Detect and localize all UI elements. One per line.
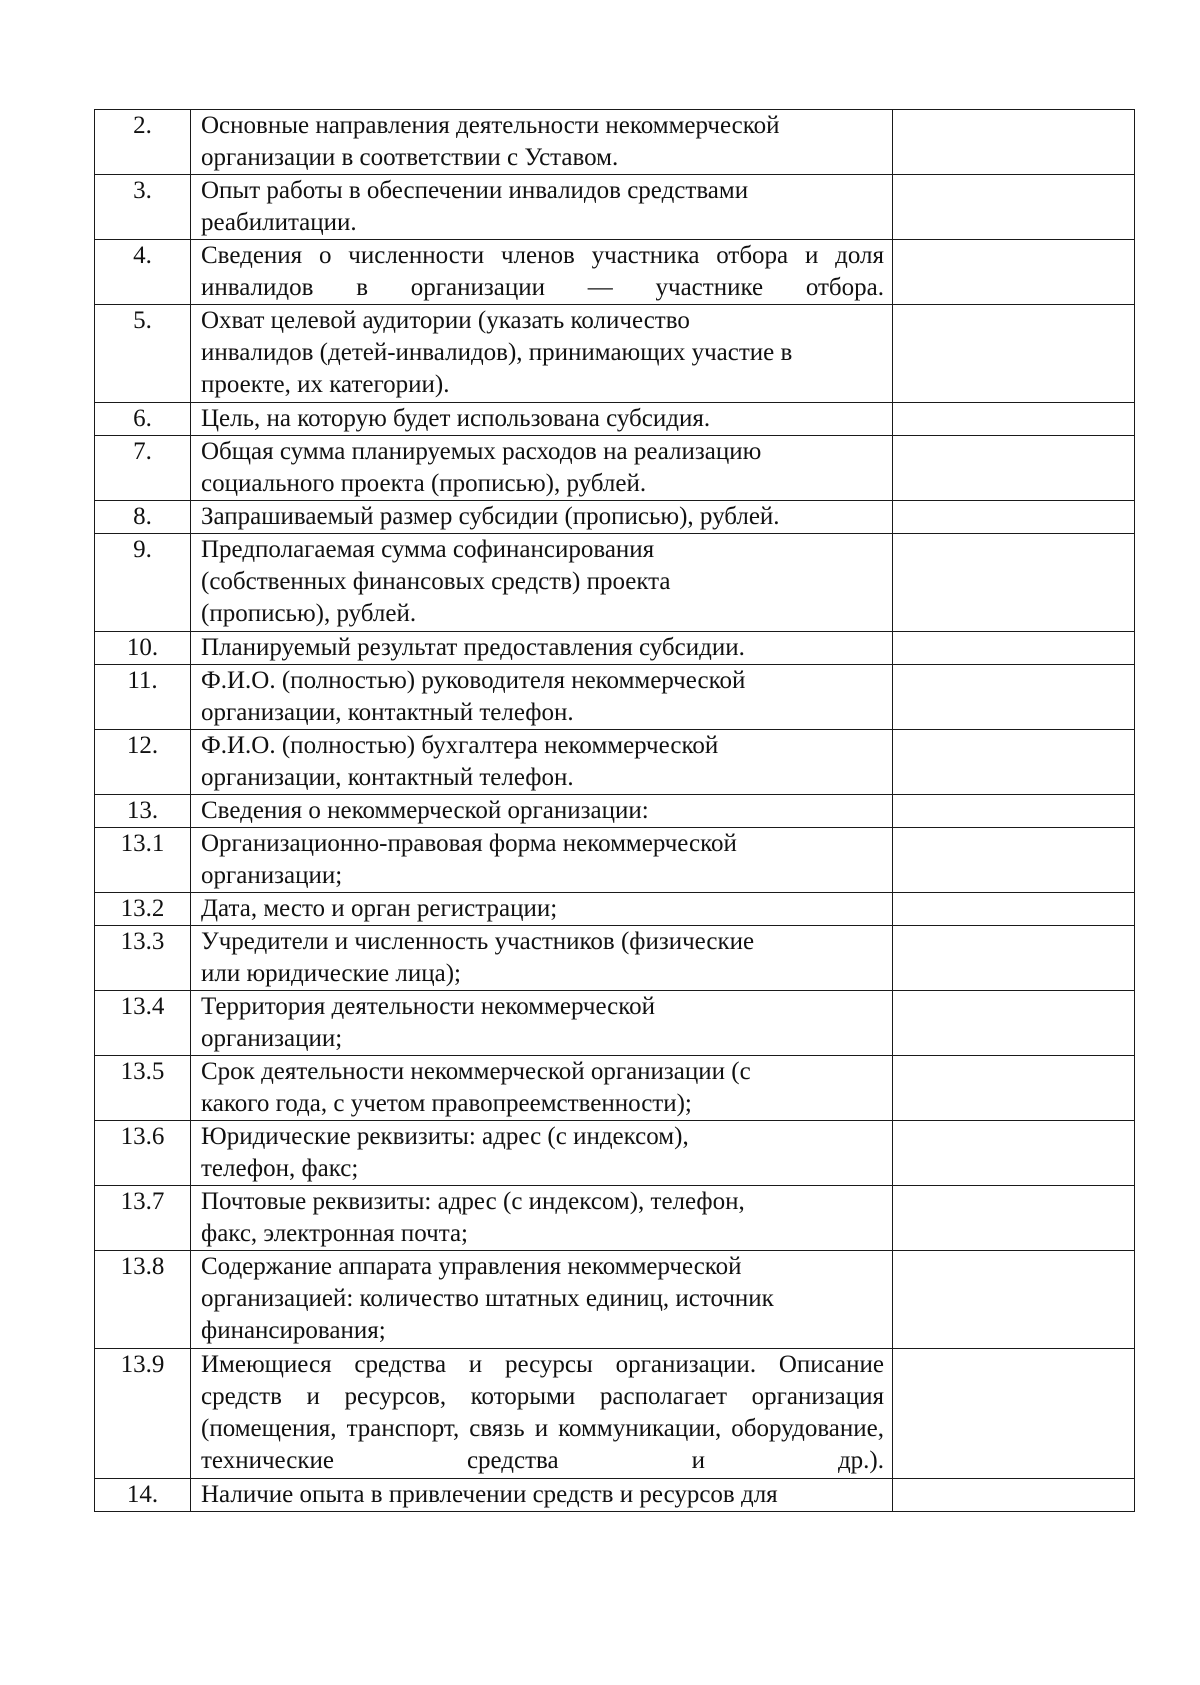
table-row xyxy=(95,436,1135,501)
table-row xyxy=(95,534,1135,632)
table-row xyxy=(95,795,1135,828)
row-number: 13.4 xyxy=(95,991,191,1056)
table-row xyxy=(95,1251,1135,1349)
row-number: 13.1 xyxy=(95,828,191,893)
row-number: 13.2 xyxy=(95,893,191,926)
table-row xyxy=(95,1349,1135,1479)
row-value-cell[interactable] xyxy=(893,1479,1135,1512)
table-row xyxy=(95,1186,1135,1251)
row-value-cell[interactable] xyxy=(893,632,1135,665)
row-value-cell[interactable] xyxy=(893,795,1135,828)
row-value-cell[interactable] xyxy=(893,991,1135,1056)
row-description: Сведения о численности членов участника отбора и доля инвалидов в организации — участнике отбора. xyxy=(191,240,893,305)
row-value-cell[interactable] xyxy=(893,501,1135,534)
row-description: Ф.И.О. (полностью) руководителя некоммерческой организации, контактный телефон. xyxy=(191,665,893,730)
row-description: Охват целевой аудитории (указать количество инвалидов (детей-инвалидов), принимающих участие в проекте, их категории). xyxy=(191,305,893,403)
row-number: 13.7 xyxy=(95,1186,191,1251)
row-value-cell[interactable] xyxy=(893,240,1135,305)
table-row xyxy=(95,893,1135,926)
row-description: Предполагаемая сумма софинансирования (собственных финансовых средств) проекта (прописью), рублей. xyxy=(191,534,893,632)
row-number: 13. xyxy=(95,795,191,828)
row-number: 13.5 xyxy=(95,1056,191,1121)
row-value-cell[interactable] xyxy=(893,665,1135,730)
row-description: Запрашиваемый размер субсидии (прописью), рублей. xyxy=(191,501,893,534)
row-description: Цель, на которую будет использована субсидия. xyxy=(191,403,893,436)
row-description: Общая сумма планируемых расходов на реализацию социального проекта (прописью), рублей. xyxy=(191,436,893,501)
row-description: Организационно-правовая форма некоммерческой организации; xyxy=(191,828,893,893)
table-row xyxy=(95,305,1135,403)
row-value-cell[interactable] xyxy=(893,436,1135,501)
row-description: Опыт работы в обеспечении инвалидов средствами реабилитации. xyxy=(191,175,893,240)
table-row xyxy=(95,665,1135,730)
row-number: 14. xyxy=(95,1479,191,1512)
row-number: 10. xyxy=(95,632,191,665)
table-row xyxy=(95,926,1135,991)
table-row xyxy=(95,240,1135,305)
row-number: 7. xyxy=(95,436,191,501)
table-row xyxy=(95,403,1135,436)
table-row xyxy=(95,632,1135,665)
row-description: Дата, место и орган регистрации; xyxy=(191,893,893,926)
row-number: 13.9 xyxy=(95,1349,191,1479)
table-row xyxy=(95,1121,1135,1186)
row-description: Основные направления деятельности некоммерческой организации в соответствии с Уставом. xyxy=(191,110,893,175)
application-form-table xyxy=(94,109,1135,1512)
table-row xyxy=(95,1056,1135,1121)
row-number: 8. xyxy=(95,501,191,534)
row-value-cell[interactable] xyxy=(893,893,1135,926)
row-number: 12. xyxy=(95,730,191,795)
row-description: Планируемый результат предоставления субсидии. xyxy=(191,632,893,665)
row-description: Наличие опыта в привлечении средств и ресурсов для xyxy=(191,1479,893,1512)
table-row xyxy=(95,175,1135,240)
row-value-cell[interactable] xyxy=(893,1121,1135,1186)
row-value-cell[interactable] xyxy=(893,828,1135,893)
row-description: Территория деятельности некоммерческой организации; xyxy=(191,991,893,1056)
row-value-cell[interactable] xyxy=(893,926,1135,991)
row-value-cell[interactable] xyxy=(893,403,1135,436)
row-description: Содержание аппарата управления некоммерческой организацией: количество штатных единиц, источник финансирования; xyxy=(191,1251,893,1349)
row-value-cell[interactable] xyxy=(893,730,1135,795)
row-number: 13.6 xyxy=(95,1121,191,1186)
row-number: 2. xyxy=(95,110,191,175)
table-row xyxy=(95,730,1135,795)
row-value-cell[interactable] xyxy=(893,534,1135,632)
row-description: Учредители и численность участников (физические или юридические лица); xyxy=(191,926,893,991)
row-value-cell[interactable] xyxy=(893,110,1135,175)
row-description: Имеющиеся средства и ресурсы организации. Описание средств и ресурсов, которыми располагает организация (помещения, транспорт, связь и коммуникации, оборудование, технические средства и др.). xyxy=(191,1349,893,1479)
row-number: 5. xyxy=(95,305,191,403)
row-description: Срок деятельности некоммерческой организации (с какого года, с учетом правопреемственности); xyxy=(191,1056,893,1121)
row-value-cell[interactable] xyxy=(893,1349,1135,1479)
row-value-cell[interactable] xyxy=(893,1056,1135,1121)
row-number: 13.8 xyxy=(95,1251,191,1349)
table-row xyxy=(95,110,1135,175)
row-value-cell[interactable] xyxy=(893,175,1135,240)
row-value-cell[interactable] xyxy=(893,1251,1135,1349)
row-value-cell[interactable] xyxy=(893,1186,1135,1251)
table-row xyxy=(95,501,1135,534)
row-number: 4. xyxy=(95,240,191,305)
table-row xyxy=(95,1479,1135,1512)
row-number: 9. xyxy=(95,534,191,632)
row-value-cell[interactable] xyxy=(893,305,1135,403)
row-number: 11. xyxy=(95,665,191,730)
row-number: 3. xyxy=(95,175,191,240)
table-body xyxy=(95,110,1135,1512)
table-row xyxy=(95,828,1135,893)
row-number: 13.3 xyxy=(95,926,191,991)
row-description: Юридические реквизиты: адрес (с индексом), телефон, факс; xyxy=(191,1121,893,1186)
row-number: 6. xyxy=(95,403,191,436)
table-row xyxy=(95,991,1135,1056)
row-description: Почтовые реквизиты: адрес (с индексом), телефон, факс, электронная почта; xyxy=(191,1186,893,1251)
row-description: Сведения о некоммерческой организации: xyxy=(191,795,893,828)
row-description: Ф.И.О. (полностью) бухгалтера некоммерческой организации, контактный телефон. xyxy=(191,730,893,795)
